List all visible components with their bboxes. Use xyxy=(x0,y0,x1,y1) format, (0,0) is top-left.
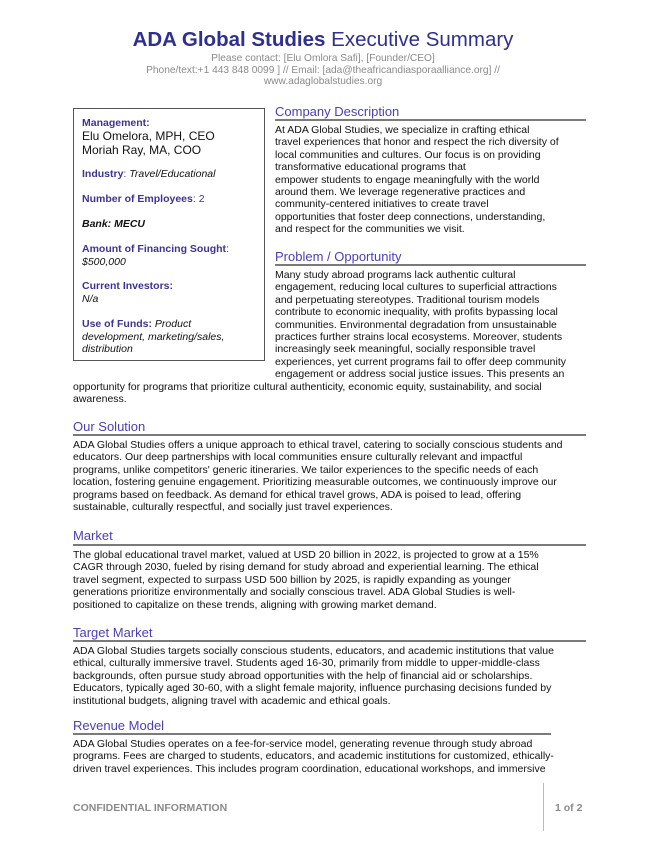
employees-field: Number of Employees: 2 xyxy=(82,193,205,205)
title-rest: Executive Summary xyxy=(331,28,514,51)
problem-text-continued xyxy=(73,381,542,406)
section-divider xyxy=(73,640,586,642)
text-line: sustainable, culturally respectful, and socially just travel experiences. xyxy=(73,501,393,514)
text-line: positioned to capitalize on these trends, aligning with growing market demand. xyxy=(73,598,437,611)
text-line: institutional budgets, aligning travel with academic and ethical goals. xyxy=(73,694,391,707)
industry-field: Industry: Travel/Educational xyxy=(82,168,216,180)
management-member: Moriah Ray, MA, COO xyxy=(82,143,202,157)
funds-value: development, marketing/sales, xyxy=(82,331,225,343)
text-line: opportunity for programs that prioritize cultural authenticity, economic equity, sustainability, and social xyxy=(73,381,542,393)
confidential-label: CONFIDENTIAL INFORMATION xyxy=(73,802,228,814)
text-line: educators. Our deep partnerships with local communities ensure culturally relevant and impactful xyxy=(73,451,523,464)
section-heading-market: Market xyxy=(73,528,113,543)
text-line: transformative educational programs that xyxy=(275,161,466,174)
management-label: Management: xyxy=(82,117,150,129)
industry-value: Travel/Educational xyxy=(129,168,216,180)
contact-line: Please contact: [Elu Omlora Safi], [Founder/CEO] xyxy=(211,53,435,64)
text-line: community-centered initiatives to create travel xyxy=(275,198,489,211)
text-line: Many study abroad programs lack authentic cultural xyxy=(275,269,516,281)
text-line: experiences, yet current programs fail to offer deep community xyxy=(275,355,567,368)
text-line: travel segment, expected to surpass USD 500 billion by 2025, is rapidly expanding as younger xyxy=(73,573,511,586)
text-line: backgrounds, often pursue study abroad opportunities with the help of financial aid or scholarships. xyxy=(73,669,533,682)
target-market-text xyxy=(73,645,554,707)
footer-divider xyxy=(543,783,544,831)
text-line: practices further strains local ecosystems. Moreover, students xyxy=(275,331,563,344)
revenue-model-text xyxy=(73,738,554,775)
solution-text xyxy=(73,439,563,513)
section-divider xyxy=(275,119,586,121)
section-heading-target-market: Target Market xyxy=(73,625,153,640)
text-line: around them. We leverage regenerative practices and xyxy=(275,186,526,199)
text-line: programs, unlike competitors' generic itineraries. We tailor experiences to the specific needs of each xyxy=(73,463,539,476)
text-line: engagement or address social justice issues. This presents an xyxy=(275,368,565,381)
text-line: location, fostering genuine engagement. Prioritizing measurable outcomes, we continuously improve our xyxy=(73,476,557,489)
text-line: ADA Global Studies targets socially conscious students, educators, and academic institutions that value xyxy=(73,645,554,657)
text-line: empower students to engage meaningfully with the world xyxy=(275,173,540,186)
text-line: programs. Fees are charged to students, educators, and academic institutions for customized, ethically- xyxy=(73,750,554,763)
text-line: ADA Global Studies operates on a fee-for-service model, generating revenue through study abroad xyxy=(73,738,533,750)
text-line: programs based on feedback. As demand for ethical travel grows, ADA is poised to lead, offering xyxy=(73,488,522,501)
investors-value: N/a xyxy=(82,293,99,305)
employees-value: 2 xyxy=(198,193,205,205)
problem-text xyxy=(275,269,566,381)
contact-line: Phone/text:+1 443 848 0099 ] // Email: [ada@theafricandiasporaalliance.org] // xyxy=(146,64,500,76)
text-line: increasingly seek meaningful, socially responsible travel xyxy=(275,343,536,356)
text-line: opportunities that foster deep connections, understanding, xyxy=(275,210,546,223)
text-line: communities. Environmental degradation from unsustainable xyxy=(275,318,557,331)
company-description-text xyxy=(275,124,559,236)
section-divider xyxy=(73,434,586,436)
management-member: Elu Omelora, MPH, CEO xyxy=(82,129,215,143)
financing-value: $500,000 xyxy=(82,256,126,268)
section-heading-our-solution: Our Solution xyxy=(73,419,146,434)
text-line: generations prioritize environmentally and socially conscious travel. ADA Global Studies is well- xyxy=(73,586,516,599)
text-line: engagement, reducing local cultures to superficial attractions xyxy=(275,281,557,294)
text-line: CAGR through 2030, fueled by rising demand for study abroad and experiential learning. The ethical xyxy=(73,561,539,574)
text-line: At ADA Global Studies, we specialize in crafting ethical xyxy=(275,124,530,136)
text-line: ethical, culturally immersive travel. Students aged 16-30, primarily from middle to upper-middle-class xyxy=(73,657,540,670)
use-of-funds-field xyxy=(82,318,191,331)
section-heading-problem-opportunity: Problem / Opportunity xyxy=(275,249,402,264)
funds-value: Product xyxy=(154,318,192,330)
website-link[interactable]: www.adaglobalstudies.org xyxy=(263,76,383,87)
section-heading-revenue-model: Revenue Model xyxy=(73,718,165,733)
financing-field: Amount of Financing Sought: xyxy=(82,243,229,255)
text-line: awareness. xyxy=(73,393,127,406)
market-text xyxy=(73,549,539,611)
text-line: Educators, typically aged 30-60, with a slight female majority, influence purchasing decisions funded by xyxy=(73,682,552,695)
text-line: and respect for the communities we visit. xyxy=(275,223,465,236)
industry-label: Industry xyxy=(82,168,124,180)
document-title xyxy=(0,28,646,52)
financing-label: Amount of Financing Sought xyxy=(82,243,227,255)
section-divider xyxy=(275,264,586,266)
text-line: driven travel experiences. This includes program coordination, educational workshops, and immersive xyxy=(73,762,546,775)
funds-value: distribution xyxy=(82,343,133,355)
employees-label: Number of Employees xyxy=(82,193,193,205)
page-number: 1 of 2 xyxy=(555,802,583,814)
text-line: ADA Global Studies offers a unique approach to ethical travel, catering to socially conscious students and xyxy=(73,439,563,451)
text-line: The global educational travel market, valued at USD 20 billion in 2022, is projected to grow at a 15% xyxy=(73,549,539,561)
section-heading-company-description: Company Description xyxy=(275,104,400,119)
text-line: local communities and cultures. Our focus is on providing xyxy=(275,148,541,161)
bank-field: Bank: MECU xyxy=(82,218,146,230)
text-line: travel experiences that honor and respect the rich diversity of xyxy=(275,136,559,149)
investors-label: Current Investors: xyxy=(82,280,174,292)
title-bold: ADA Global Studies xyxy=(132,28,326,51)
text-line: contribute to economic inequality, with profits bypassing local xyxy=(275,306,558,319)
section-divider xyxy=(73,733,551,735)
funds-label: Use of Funds: xyxy=(82,318,152,330)
section-divider xyxy=(73,544,586,546)
text-line: and perpetuating stereotypes. Traditional tourism models xyxy=(275,293,540,306)
